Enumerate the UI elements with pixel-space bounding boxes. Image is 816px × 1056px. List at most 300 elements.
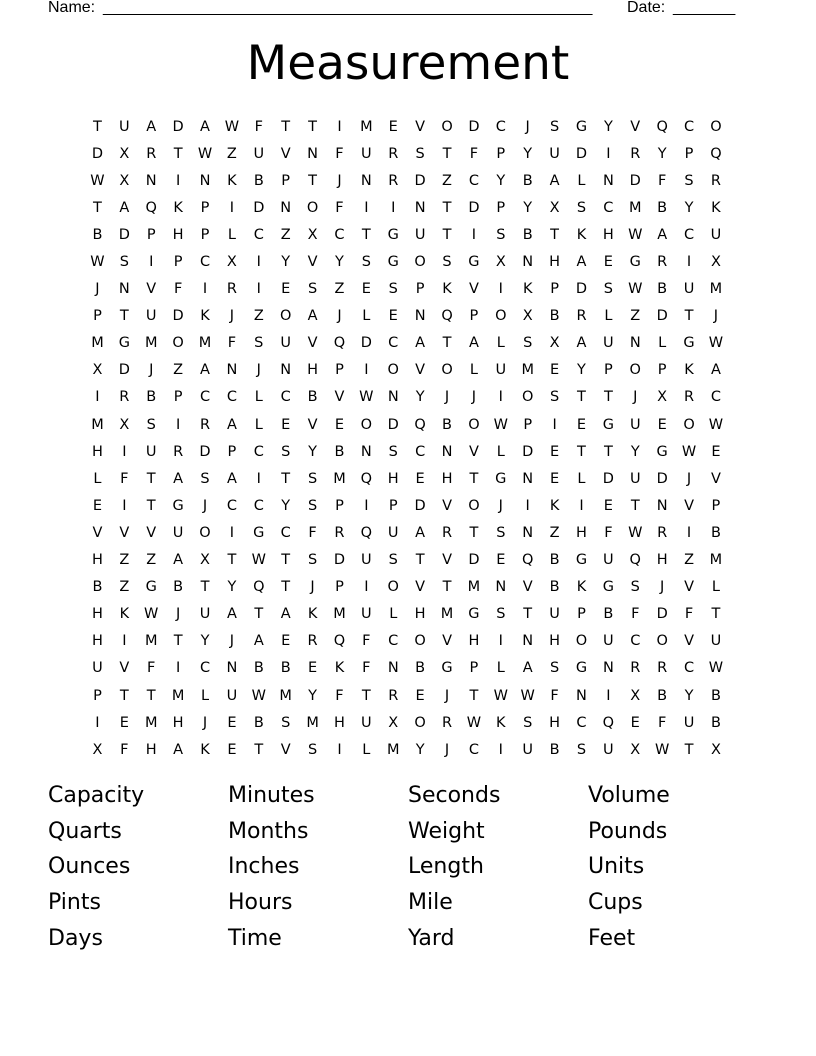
grid-letter[interactable]: Y — [227, 579, 237, 596]
grid-letter[interactable]: T — [254, 606, 264, 623]
grid-letter[interactable]: I — [552, 416, 557, 433]
grid-letter[interactable]: A — [307, 308, 318, 325]
grid-letter[interactable]: M — [360, 118, 373, 135]
grid-letter[interactable]: S — [523, 335, 533, 352]
grid-letter[interactable]: V — [415, 579, 426, 596]
grid-letter[interactable]: L — [604, 308, 613, 325]
grid-letter[interactable]: Q — [145, 199, 157, 216]
grid-letter[interactable]: D — [91, 145, 104, 162]
grid-letter[interactable]: N — [602, 660, 614, 677]
grid-letter[interactable]: F — [147, 660, 156, 677]
grid-letter[interactable]: T — [550, 226, 560, 243]
grid-letter[interactable]: B — [710, 687, 721, 704]
grid-letter[interactable]: B — [522, 226, 533, 243]
grid-letter[interactable]: K — [496, 714, 506, 731]
grid-letter[interactable]: G — [683, 335, 695, 352]
grid-letter[interactable]: U — [253, 145, 265, 162]
grid-letter[interactable]: I — [364, 199, 369, 216]
grid-letter[interactable]: W — [708, 416, 724, 433]
grid-letter[interactable]: J — [444, 389, 450, 406]
grid-letter[interactable]: T — [146, 470, 156, 487]
grid-letter[interactable]: E — [92, 497, 103, 514]
grid-letter[interactable]: P — [577, 606, 586, 623]
grid-letter[interactable]: P — [227, 443, 237, 460]
grid-letter[interactable]: T — [254, 741, 264, 758]
grid-letter[interactable]: K — [576, 226, 587, 243]
grid-letter[interactable]: F — [254, 118, 263, 135]
grid-letter[interactable]: G — [441, 660, 453, 677]
grid-letter[interactable]: B — [334, 443, 345, 460]
grid-letter[interactable]: Q — [333, 633, 346, 650]
grid-letter[interactable]: R — [388, 172, 399, 189]
grid-letter[interactable]: G — [118, 335, 130, 352]
grid-letter[interactable]: K — [442, 281, 452, 298]
grid-letter[interactable]: U — [629, 470, 641, 487]
grid-letter[interactable]: V — [334, 389, 345, 406]
grid-letter[interactable]: X — [495, 254, 506, 271]
grid-letter[interactable]: P — [281, 172, 291, 189]
grid-letter[interactable]: V — [146, 524, 157, 541]
grid-letter[interactable]: S — [576, 199, 587, 216]
grid-letter[interactable]: C — [253, 443, 264, 460]
grid-letter[interactable]: T — [173, 145, 183, 162]
grid-letter[interactable]: Y — [603, 118, 613, 135]
grid-letter[interactable]: A — [200, 118, 210, 135]
grid-letter[interactable]: X — [657, 389, 668, 406]
grid-letter[interactable]: N — [226, 362, 238, 379]
grid-letter[interactable]: H — [549, 254, 561, 271]
grid-letter[interactable]: Z — [684, 552, 694, 569]
grid-letter[interactable]: X — [200, 552, 210, 569]
grid-letter[interactable]: S — [442, 254, 452, 271]
grid-letter[interactable]: M — [629, 199, 642, 216]
grid-letter[interactable]: G — [656, 443, 668, 460]
grid-letter[interactable]: P — [200, 199, 210, 216]
grid-letter[interactable]: C — [468, 741, 479, 758]
grid-letter[interactable]: Y — [281, 254, 291, 271]
grid-letter[interactable]: M — [333, 606, 346, 623]
grid-letter[interactable]: N — [387, 389, 399, 406]
grid-letter[interactable]: O — [414, 633, 426, 650]
grid-letter[interactable]: Q — [253, 579, 265, 596]
grid-letter[interactable]: G — [602, 579, 614, 596]
grid-letter[interactable]: E — [657, 416, 667, 433]
grid-letter[interactable]: K — [307, 606, 318, 623]
grid-letter[interactable]: C — [415, 443, 426, 460]
grid-letter[interactable]: K — [684, 362, 694, 379]
grid-letter[interactable]: P — [657, 362, 667, 379]
grid-letter[interactable]: M — [709, 552, 723, 569]
grid-letter[interactable]: R — [307, 633, 318, 650]
grid-letter[interactable]: X — [307, 226, 318, 243]
grid-letter[interactable]: N — [522, 470, 534, 487]
grid-letter[interactable]: I — [471, 226, 477, 243]
grid-letter[interactable]: S — [281, 714, 291, 731]
grid-letter[interactable]: I — [686, 254, 692, 271]
grid-letter[interactable]: J — [337, 172, 342, 189]
grid-letter[interactable]: Z — [630, 308, 641, 325]
grid-letter[interactable]: N — [307, 145, 318, 162]
grid-letter[interactable]: U — [603, 335, 614, 352]
grid-letter[interactable]: P — [550, 281, 559, 298]
grid-letter[interactable]: T — [577, 389, 586, 406]
grid-letter[interactable]: B — [549, 741, 560, 758]
grid-letter[interactable]: E — [388, 308, 398, 325]
grid-letter[interactable]: S — [523, 714, 533, 731]
grid-letter[interactable]: T — [469, 524, 479, 541]
grid-letter[interactable]: D — [522, 443, 534, 460]
grid-letter[interactable]: O — [172, 335, 184, 352]
grid-letter[interactable]: S — [549, 118, 560, 135]
grid-letter[interactable]: E — [550, 443, 560, 460]
grid-letter[interactable]: G — [495, 470, 507, 487]
grid-letter[interactable]: J — [660, 579, 665, 596]
grid-letter[interactable]: D — [387, 416, 399, 433]
grid-letter[interactable]: V — [92, 524, 103, 541]
grid-letter[interactable]: R — [388, 145, 399, 162]
grid-letter[interactable]: A — [226, 606, 237, 623]
grid-letter[interactable]: D — [468, 552, 480, 569]
grid-letter[interactable]: D — [656, 470, 668, 487]
grid-letter[interactable]: O — [683, 416, 695, 433]
grid-letter[interactable]: N — [629, 335, 641, 352]
grid-letter[interactable]: D — [118, 226, 130, 243]
grid-letter[interactable]: A — [119, 199, 130, 216]
grid-letter[interactable]: R — [441, 524, 453, 541]
grid-letter[interactable]: U — [387, 524, 399, 541]
grid-letter[interactable]: G — [468, 606, 480, 623]
grid-letter[interactable]: S — [388, 281, 398, 298]
grid-letter[interactable]: G — [172, 497, 184, 514]
grid-letter[interactable]: W — [708, 335, 724, 352]
grid-letter[interactable]: U — [92, 660, 103, 677]
grid-letter[interactable]: T — [227, 552, 237, 569]
grid-letter[interactable]: N — [522, 254, 534, 271]
grid-letter[interactable]: L — [711, 579, 720, 596]
grid-letter[interactable]: Y — [496, 172, 506, 189]
grid-letter[interactable]: W — [466, 714, 482, 731]
grid-letter[interactable]: Q — [441, 308, 453, 325]
grid-letter[interactable]: J — [310, 579, 315, 596]
grid-letter[interactable]: Q — [629, 552, 641, 569]
grid-letter[interactable]: I — [256, 281, 261, 298]
grid-letter[interactable]: H — [334, 714, 345, 731]
grid-letter[interactable]: S — [496, 524, 506, 541]
grid-letter[interactable]: O — [387, 362, 399, 379]
grid-letter[interactable]: J — [713, 308, 719, 325]
grid-letter[interactable]: U — [119, 118, 130, 135]
grid-letter[interactable]: B — [710, 524, 721, 541]
grid-letter[interactable]: A — [415, 524, 426, 541]
grid-letter[interactable]: P — [173, 254, 183, 271]
grid-letter[interactable]: G — [387, 254, 399, 271]
grid-letter[interactable]: T — [711, 606, 721, 623]
grid-letter[interactable]: T — [173, 633, 183, 650]
grid-letter[interactable]: F — [631, 606, 640, 623]
grid-letter[interactable]: S — [361, 254, 371, 271]
grid-letter[interactable]: T — [469, 470, 479, 487]
grid-letter[interactable]: F — [550, 687, 559, 704]
grid-letter[interactable]: S — [307, 497, 318, 514]
grid-letter[interactable]: C — [226, 389, 237, 406]
grid-letter[interactable]: U — [603, 633, 614, 650]
grid-letter[interactable]: P — [93, 687, 102, 704]
grid-letter[interactable]: O — [521, 389, 534, 406]
grid-letter[interactable]: T — [603, 389, 613, 406]
grid-letter[interactable]: P — [603, 362, 613, 379]
grid-letter[interactable]: M — [440, 606, 454, 623]
grid-letter[interactable]: O — [360, 416, 373, 433]
grid-letter[interactable]: Y — [657, 145, 667, 162]
grid-letter[interactable]: F — [657, 172, 667, 189]
grid-letter[interactable]: H — [549, 714, 561, 731]
grid-letter[interactable]: R — [173, 443, 184, 460]
grid-letter[interactable]: V — [442, 633, 452, 650]
grid-letter[interactable]: J — [202, 497, 208, 514]
grid-letter[interactable]: P — [711, 497, 721, 514]
grid-letter[interactable]: H — [91, 443, 103, 460]
grid-letter[interactable]: U — [361, 552, 372, 569]
grid-letter[interactable]: N — [199, 172, 211, 189]
grid-letter[interactable]: V — [415, 362, 426, 379]
grid-letter[interactable]: H — [602, 226, 614, 243]
grid-letter[interactable]: W — [144, 606, 159, 623]
grid-letter[interactable]: P — [335, 497, 344, 514]
grid-letter[interactable]: J — [525, 118, 530, 135]
grid-letter[interactable]: M — [306, 714, 319, 731]
grid-letter[interactable]: F — [469, 145, 479, 162]
grid-letter[interactable]: M — [144, 633, 158, 650]
grid-letter[interactable]: R — [388, 687, 399, 704]
grid-letter[interactable]: U — [495, 362, 507, 379]
grid-letter[interactable]: Z — [334, 281, 345, 298]
grid-letter[interactable]: N — [360, 443, 372, 460]
grid-letter[interactable]: E — [550, 470, 560, 487]
grid-letter[interactable]: C — [253, 226, 264, 243]
grid-letter[interactable]: T — [523, 606, 533, 623]
grid-letter[interactable]: T — [281, 470, 291, 487]
grid-letter[interactable]: S — [496, 226, 506, 243]
grid-letter[interactable]: D — [172, 118, 184, 135]
grid-letter[interactable]: V — [307, 416, 318, 433]
grid-letter[interactable]: X — [710, 254, 721, 271]
grid-letter[interactable]: R — [657, 254, 668, 271]
grid-letter[interactable]: D — [199, 443, 211, 460]
grid-letter[interactable]: T — [415, 552, 425, 569]
grid-letter[interactable]: M — [467, 579, 481, 596]
grid-letter[interactable]: E — [281, 416, 291, 433]
grid-letter[interactable]: J — [686, 470, 692, 487]
grid-letter[interactable]: O — [710, 118, 722, 135]
grid-letter[interactable]: U — [603, 741, 614, 758]
grid-letter[interactable]: O — [414, 714, 426, 731]
grid-letter[interactable]: Q — [333, 335, 346, 352]
grid-letter[interactable]: B — [253, 714, 264, 731]
grid-letter[interactable]: O — [441, 362, 453, 379]
grid-letter[interactable]: C — [683, 226, 695, 243]
grid-letter[interactable]: I — [364, 362, 369, 379]
grid-letter[interactable]: D — [360, 335, 372, 352]
grid-letter[interactable]: U — [172, 524, 184, 541]
grid-letter[interactable]: T — [146, 687, 156, 704]
grid-letter[interactable]: X — [630, 687, 641, 704]
grid-letter[interactable]: C — [280, 389, 291, 406]
grid-letter[interactable]: I — [122, 633, 127, 650]
grid-letter[interactable]: L — [362, 308, 371, 325]
grid-letter[interactable]: F — [120, 741, 129, 758]
grid-letter[interactable]: S — [307, 552, 318, 569]
grid-letter[interactable]: G — [575, 552, 588, 569]
grid-letter[interactable]: M — [144, 335, 158, 352]
grid-letter[interactable]: J — [444, 687, 450, 704]
grid-letter[interactable]: P — [496, 145, 506, 162]
grid-letter[interactable]: J — [229, 633, 235, 650]
grid-letter[interactable]: N — [414, 308, 426, 325]
grid-letter[interactable]: H — [656, 552, 668, 569]
grid-letter[interactable]: T — [119, 308, 129, 325]
grid-letter[interactable]: H — [549, 633, 561, 650]
grid-letter[interactable]: A — [226, 416, 237, 433]
grid-letter[interactable]: W — [251, 687, 266, 704]
grid-letter[interactable]: C — [630, 633, 641, 650]
grid-letter[interactable]: S — [549, 389, 560, 406]
grid-letter[interactable]: G — [387, 226, 399, 243]
grid-letter[interactable]: X — [549, 335, 560, 352]
grid-letter[interactable]: C — [199, 254, 211, 271]
grid-letter[interactable]: J — [149, 362, 154, 379]
grid-letter[interactable]: E — [603, 497, 613, 514]
grid-letter[interactable]: R — [334, 524, 345, 541]
grid-letter[interactable]: E — [307, 660, 318, 677]
grid-letter[interactable]: H — [414, 606, 426, 623]
grid-letter[interactable]: S — [576, 741, 587, 758]
grid-letter[interactable]: B — [253, 660, 264, 677]
grid-letter[interactable]: U — [199, 606, 211, 623]
grid-letter[interactable]: V — [684, 579, 694, 596]
grid-letter[interactable]: N — [522, 524, 534, 541]
grid-letter[interactable]: X — [710, 741, 721, 758]
grid-letter[interactable]: T — [577, 443, 586, 460]
grid-letter[interactable]: I — [498, 741, 503, 758]
grid-letter[interactable]: S — [388, 443, 398, 460]
grid-letter[interactable]: D — [602, 470, 614, 487]
grid-letter[interactable]: H — [441, 470, 453, 487]
grid-letter[interactable]: T — [603, 443, 613, 460]
grid-letter[interactable]: A — [280, 606, 291, 623]
grid-letter[interactable]: V — [468, 443, 479, 460]
grid-letter[interactable]: B — [92, 226, 103, 243]
grid-letter[interactable]: Y — [523, 145, 533, 162]
grid-letter[interactable]: U — [414, 226, 426, 243]
grid-letter[interactable]: O — [306, 199, 319, 216]
grid-letter[interactable]: C — [199, 660, 211, 677]
grid-letter[interactable]: D — [575, 145, 588, 162]
grid-letter[interactable]: R — [657, 524, 668, 541]
grid-letter[interactable]: A — [522, 660, 533, 677]
grid-letter[interactable]: E — [496, 552, 506, 569]
grid-letter[interactable]: S — [307, 281, 318, 298]
grid-letter[interactable]: Y — [415, 389, 425, 406]
grid-letter[interactable]: D — [253, 199, 265, 216]
grid-letter[interactable]: G — [575, 660, 588, 677]
grid-letter[interactable]: U — [683, 281, 695, 298]
grid-letter[interactable]: T — [442, 226, 452, 243]
grid-letter[interactable]: C — [226, 497, 237, 514]
grid-letter[interactable]: O — [468, 497, 480, 514]
grid-letter[interactable]: R — [684, 389, 695, 406]
grid-letter[interactable]: C — [576, 714, 587, 731]
grid-letter[interactable]: U — [226, 687, 238, 704]
grid-letter[interactable]: A — [576, 254, 587, 271]
grid-letter[interactable]: D — [629, 172, 641, 189]
grid-letter[interactable]: G — [145, 579, 157, 596]
grid-letter[interactable]: U — [683, 714, 695, 731]
grid-letter[interactable]: O — [199, 524, 211, 541]
grid-letter[interactable]: T — [200, 579, 210, 596]
grid-letter[interactable]: P — [684, 145, 694, 162]
grid-letter[interactable]: D — [656, 308, 668, 325]
grid-letter[interactable]: V — [684, 633, 694, 650]
grid-letter[interactable]: U — [361, 714, 372, 731]
grid-letter[interactable]: W — [493, 687, 508, 704]
grid-letter[interactable]: J — [498, 497, 503, 514]
grid-letter[interactable]: H — [307, 362, 319, 379]
grid-letter[interactable]: N — [602, 172, 614, 189]
grid-letter[interactable]: M — [91, 416, 104, 433]
grid-letter[interactable]: I — [364, 497, 369, 514]
grid-letter[interactable]: H — [468, 633, 480, 650]
grid-letter[interactable]: I — [256, 254, 261, 271]
grid-letter[interactable]: U — [145, 308, 157, 325]
grid-letter[interactable]: T — [281, 118, 291, 135]
grid-letter[interactable]: R — [226, 281, 237, 298]
grid-letter[interactable]: Q — [710, 145, 722, 162]
grid-letter[interactable]: R — [119, 389, 130, 406]
grid-letter[interactable]: I — [229, 524, 235, 541]
grid-letter[interactable]: Z — [119, 552, 130, 569]
grid-letter[interactable]: C — [683, 118, 695, 135]
grid-letter[interactable]: H — [172, 714, 184, 731]
grid-letter[interactable]: U — [145, 443, 157, 460]
grid-letter[interactable]: C — [683, 660, 695, 677]
grid-letter[interactable]: M — [171, 687, 185, 704]
grid-letter[interactable]: W — [708, 660, 724, 677]
grid-letter[interactable]: V — [415, 118, 426, 135]
grid-letter[interactable]: A — [200, 362, 210, 379]
grid-letter[interactable]: B — [92, 579, 103, 596]
grid-letter[interactable]: S — [119, 254, 129, 271]
grid-letter[interactable]: E — [227, 741, 237, 758]
grid-letter[interactable]: U — [280, 335, 291, 352]
grid-letter[interactable]: I — [202, 281, 208, 298]
grid-letter[interactable]: G — [468, 254, 480, 271]
grid-letter[interactable]: V — [522, 579, 533, 596]
grid-letter[interactable]: W — [681, 443, 697, 460]
grid-letter[interactable]: J — [471, 389, 477, 406]
grid-letter[interactable]: K — [334, 660, 345, 677]
grid-letter[interactable]: Z — [549, 524, 560, 541]
grid-letter[interactable]: O — [656, 633, 668, 650]
grid-letter[interactable]: R — [630, 660, 641, 677]
grid-letter[interactable]: P — [469, 308, 479, 325]
grid-letter[interactable]: G — [629, 254, 641, 271]
grid-letter[interactable]: K — [200, 741, 210, 758]
grid-letter[interactable]: P — [496, 199, 506, 216]
grid-letter[interactable]: E — [711, 443, 721, 460]
grid-letter[interactable]: L — [577, 470, 586, 487]
grid-letter[interactable]: C — [334, 226, 345, 243]
grid-letter[interactable]: Q — [414, 416, 426, 433]
